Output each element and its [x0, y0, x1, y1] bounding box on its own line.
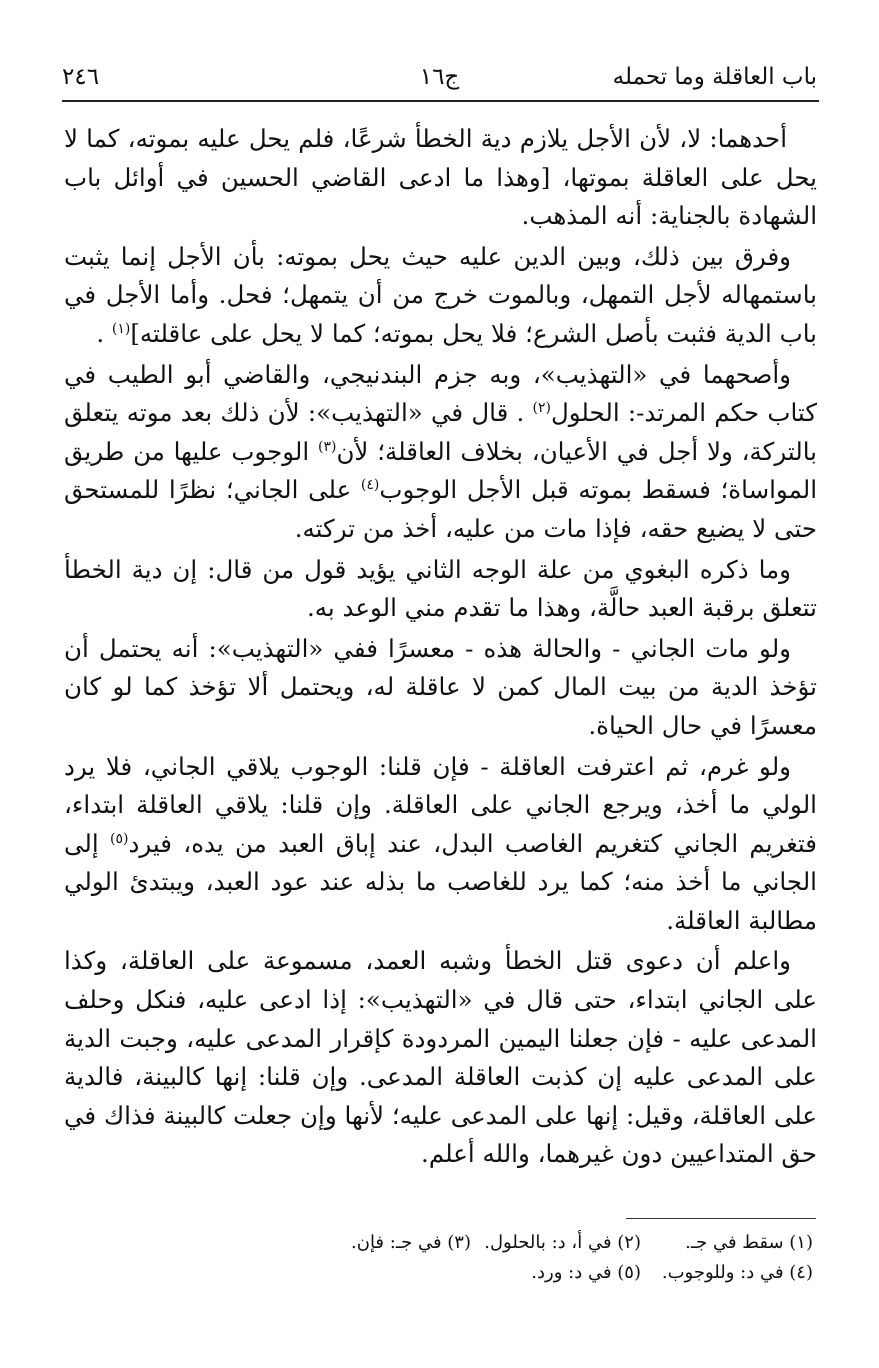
footnote-4: (٤) في د: وللوجوب. — [661, 1262, 813, 1283]
footnote-5: (٥) في د: ورد. — [531, 1262, 641, 1283]
footnote-row — [230, 1258, 813, 1288]
paragraph-5: ولو مات الجاني - والحالة هذه - معسرًا ففي «التهذيب»: أنه يحتمل أن تؤخذ الدية من بيت المال كمن لا عاقلة له، ويحتمل ألا تؤخذ كما لو كان معسرًا في حال الحياة. — [64, 633, 817, 740]
footnote-ref-4[interactable]: (٤) — [360, 477, 380, 494]
footnote-row — [230, 1228, 813, 1258]
footnote-ref-2[interactable]: (٢) — [532, 400, 551, 417]
paragraph-1: أحدهما: لا، لأن الأجل يلازم دية الخطأ شرعًا، فلم يحل عليه بموته، كما لا يحل على العاقلة بموتها، [وهذا ما ادعى القاضي الحسين في أوائل باب الشهادة بالجناية: أنه المذهب. — [64, 124, 817, 231]
paragraph-3: وأصحهما في «التهذيب»، وبه جزم البندنيجي، والقاضي أبو الطيب في كتاب حكم المرتد-: الحلول$^{(٢)}$ . قال في «التهذيب»: لأن ذلك بعد موته يتعلق بالتركة، ولا أجل في الأعيان، بخلاف العاقلة؛ لأن$^{(٣)}$ الوجوب عليها من طريق المواساة؛ فسقط بموته قبل الأجل الوجوب$^{(٤)}$ على الجاني؛ نظرًا للمستحق حتى لا يضيع حقه، فإذا مات من عليه، أخذ من تركته. — [64, 359, 818, 543]
page-number: ٢٤٦ — [62, 64, 100, 90]
paragraph-4: وما ذكره البغوي من علة الوجه الثاني يؤيد قول من قال: إن دية الخطأ تتعلق برقبة العبد حالَّة، وهذا ما تقدم مني الوعد به. — [64, 554, 817, 623]
paragraph-6: ولو غرم، ثم اعترفت العاقلة - فإن قلنا: الوجوب يلاقي الجاني، فلا يرد الولي ما أخذ، ويرجع الجاني على العاقلة. وإن قلنا: يلاقي العاقلة ابتداء، فتغريم الجاني كتغريم الغاصب البدل، عند إباق العبد من يده، فيرد$^{(٥)}$ إلى الجاني ما أخذ منه؛ كما يرد للغاصب ما بذله عند عود العبد، ويبتدئ الولي مطالبة العاقلة. — [64, 751, 818, 935]
volume-label: ج١٦ — [419, 64, 460, 90]
footnote-2: (٢) في أ، د: بالحلول. — [484, 1232, 641, 1253]
footnote-ref-1[interactable]: (١) — [111, 320, 131, 337]
footnote-divider — [626, 1218, 816, 1219]
paragraph-2: وفرق بين ذلك، وبين الدين عليه حيث يحل بموته: بأن الأجل إنما يثبت باستمهاله لأجل التمهل، وبالموت خرج من أن يتمهل؛ فحل. وأما الأجل في باب الدية فثبت بأصل الشرع؛ فلا يحل بموته؛ كما لا يحل على عاقلته]$^{(١)}$ . — [64, 241, 817, 348]
footnote-3: (٣) في جـ: فإن. — [351, 1232, 471, 1253]
footnote-ref-5[interactable]: (٥) — [110, 830, 129, 847]
footnote-ref-3[interactable]: (٣) — [317, 438, 337, 455]
running-header — [62, 60, 817, 94]
header-divider — [62, 100, 819, 102]
chapter-title: باب العاقلة وما تحمله — [612, 64, 817, 90]
main-text — [64, 120, 817, 1176]
footnotes — [230, 1228, 813, 1288]
footnote-1: (١) سقط في جـ. — [685, 1232, 813, 1253]
paragraph-7: واعلم أن دعوى قتل الخطأ وشبه العمد، مسموعة على العاقلة، وكذا على الجاني ابتداء، حتى قال في «التهذيب»: إذا ادعى عليه، فنكل وحلف المدعى عليه - فإن جعلنا اليمين المردودة كإقرار المدعى عليه، وجبت الدية على المدعى عليه إن كذبت العاقلة المدعى. وإن قلنا: إنها كالبينة، فالدية على العاقلة، وقيل: إنها على المدعى عليه؛ لأنها وإن جعلت كالبينة فذاك في حق المتداعيين دون غيرهما، والله أعلم. — [64, 946, 817, 1169]
